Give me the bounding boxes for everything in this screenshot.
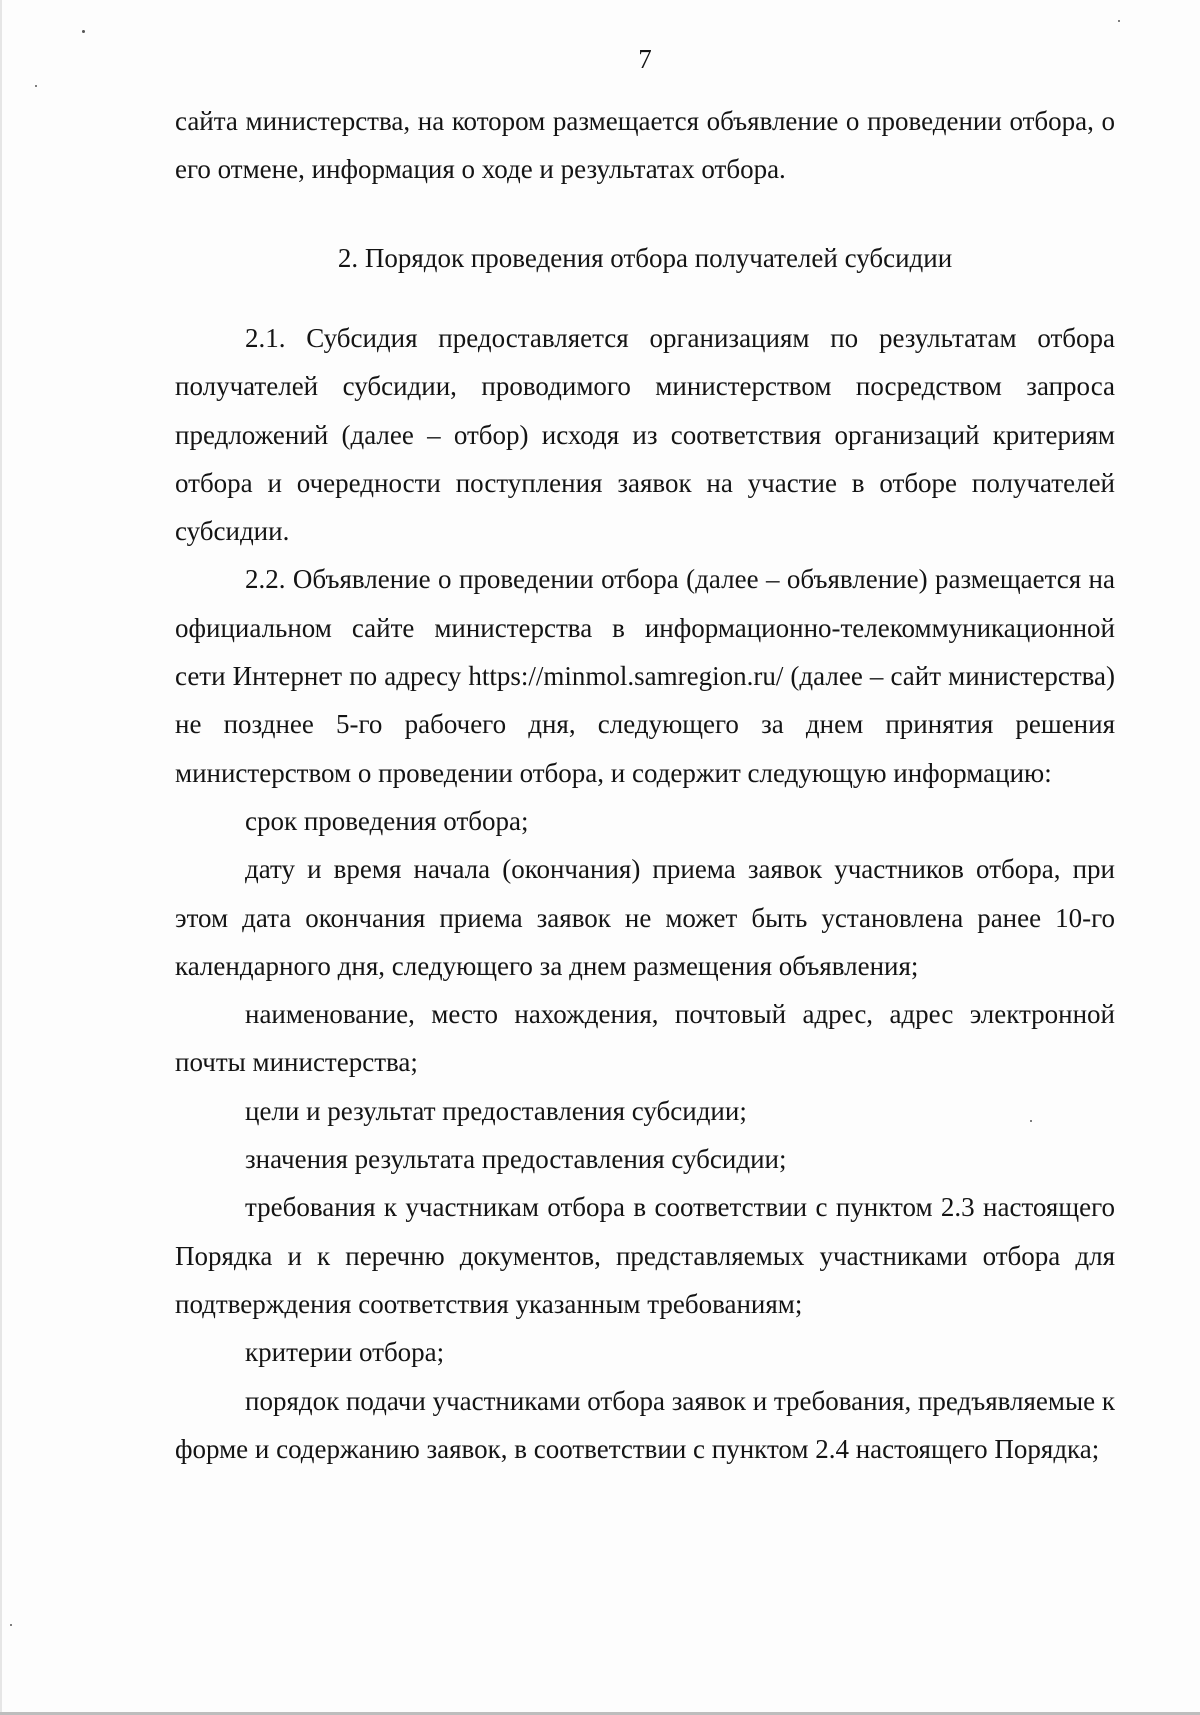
list-item: значения результата предоставления субсидии;: [245, 1144, 787, 1175]
paragraph-continuation: сайта министерства, на котором размещается объявление о проведении отбора, о его отмене, информация о ходе и результатах отбора.: [175, 106, 1115, 185]
list-item: срок проведения отбора;: [245, 805, 529, 836]
scan-speck: [1118, 20, 1120, 22]
list-item: критерии отбора;: [245, 1337, 445, 1368]
list-item: цели и результат предоставления субсидии;: [245, 1095, 747, 1126]
scan-edge-left: [0, 0, 2, 1715]
list-item: требования к участникам отбора в соответствии с пунктом 2.3 настоящего Порядка и к перечню документов, представляемых участниками отбора для подтверждения соответствия указанным требованиям;: [175, 1192, 1115, 1319]
text-block-top: [175, 97, 1115, 194]
list-item: наименование, место нахождения, почтовый адрес, адрес электронной почты министерства;: [175, 999, 1115, 1078]
section-heading: 2. Порядок проведения отбора получателей субсидии: [337, 243, 953, 273]
scan-speck: [1030, 1120, 1032, 1122]
list-item: дату и время начала (окончания) приема заявок участников отбора, при этом дата окончания приема заявок не может быть установлена ранее 10-го календарного дня, следующего за днем размещения объявления;: [175, 854, 1115, 981]
text-block-main: [175, 314, 1115, 1473]
scan-speck: [82, 30, 85, 33]
page-number: 7: [638, 44, 652, 74]
scan-speck: [10, 1624, 12, 1626]
paragraph-2-1: 2.1. Субсидия предоставляется организациям по результатам отбора получателей субсидии, проводимого министерством посредством запроса предложений (далее – отбор) исходя из соответствия организаций критериям отбора и очередности поступления заявок на участие в отборе получателей субсидии.: [175, 323, 1115, 547]
scan-speck: [35, 85, 37, 87]
paragraph-2-2: 2.2. Объявление о проведении отбора (далее – объявление) размещается на официальном сайте министерства в информационно-телекоммуникационной сети Интернет по адресу https://minmol.samregion.ru/ (далее – сайт министерства) не позднее 5-го рабочего дня, следующего за днем принятия решения министерством о проведении отбора, и содержит следующую информацию:: [175, 564, 1115, 788]
list-item: порядок подачи участниками отбора заявок и требования, предъявляемые к форме и содержанию заявок, в соответствии с пунктом 2.4 настоящего Порядка;: [175, 1385, 1115, 1464]
